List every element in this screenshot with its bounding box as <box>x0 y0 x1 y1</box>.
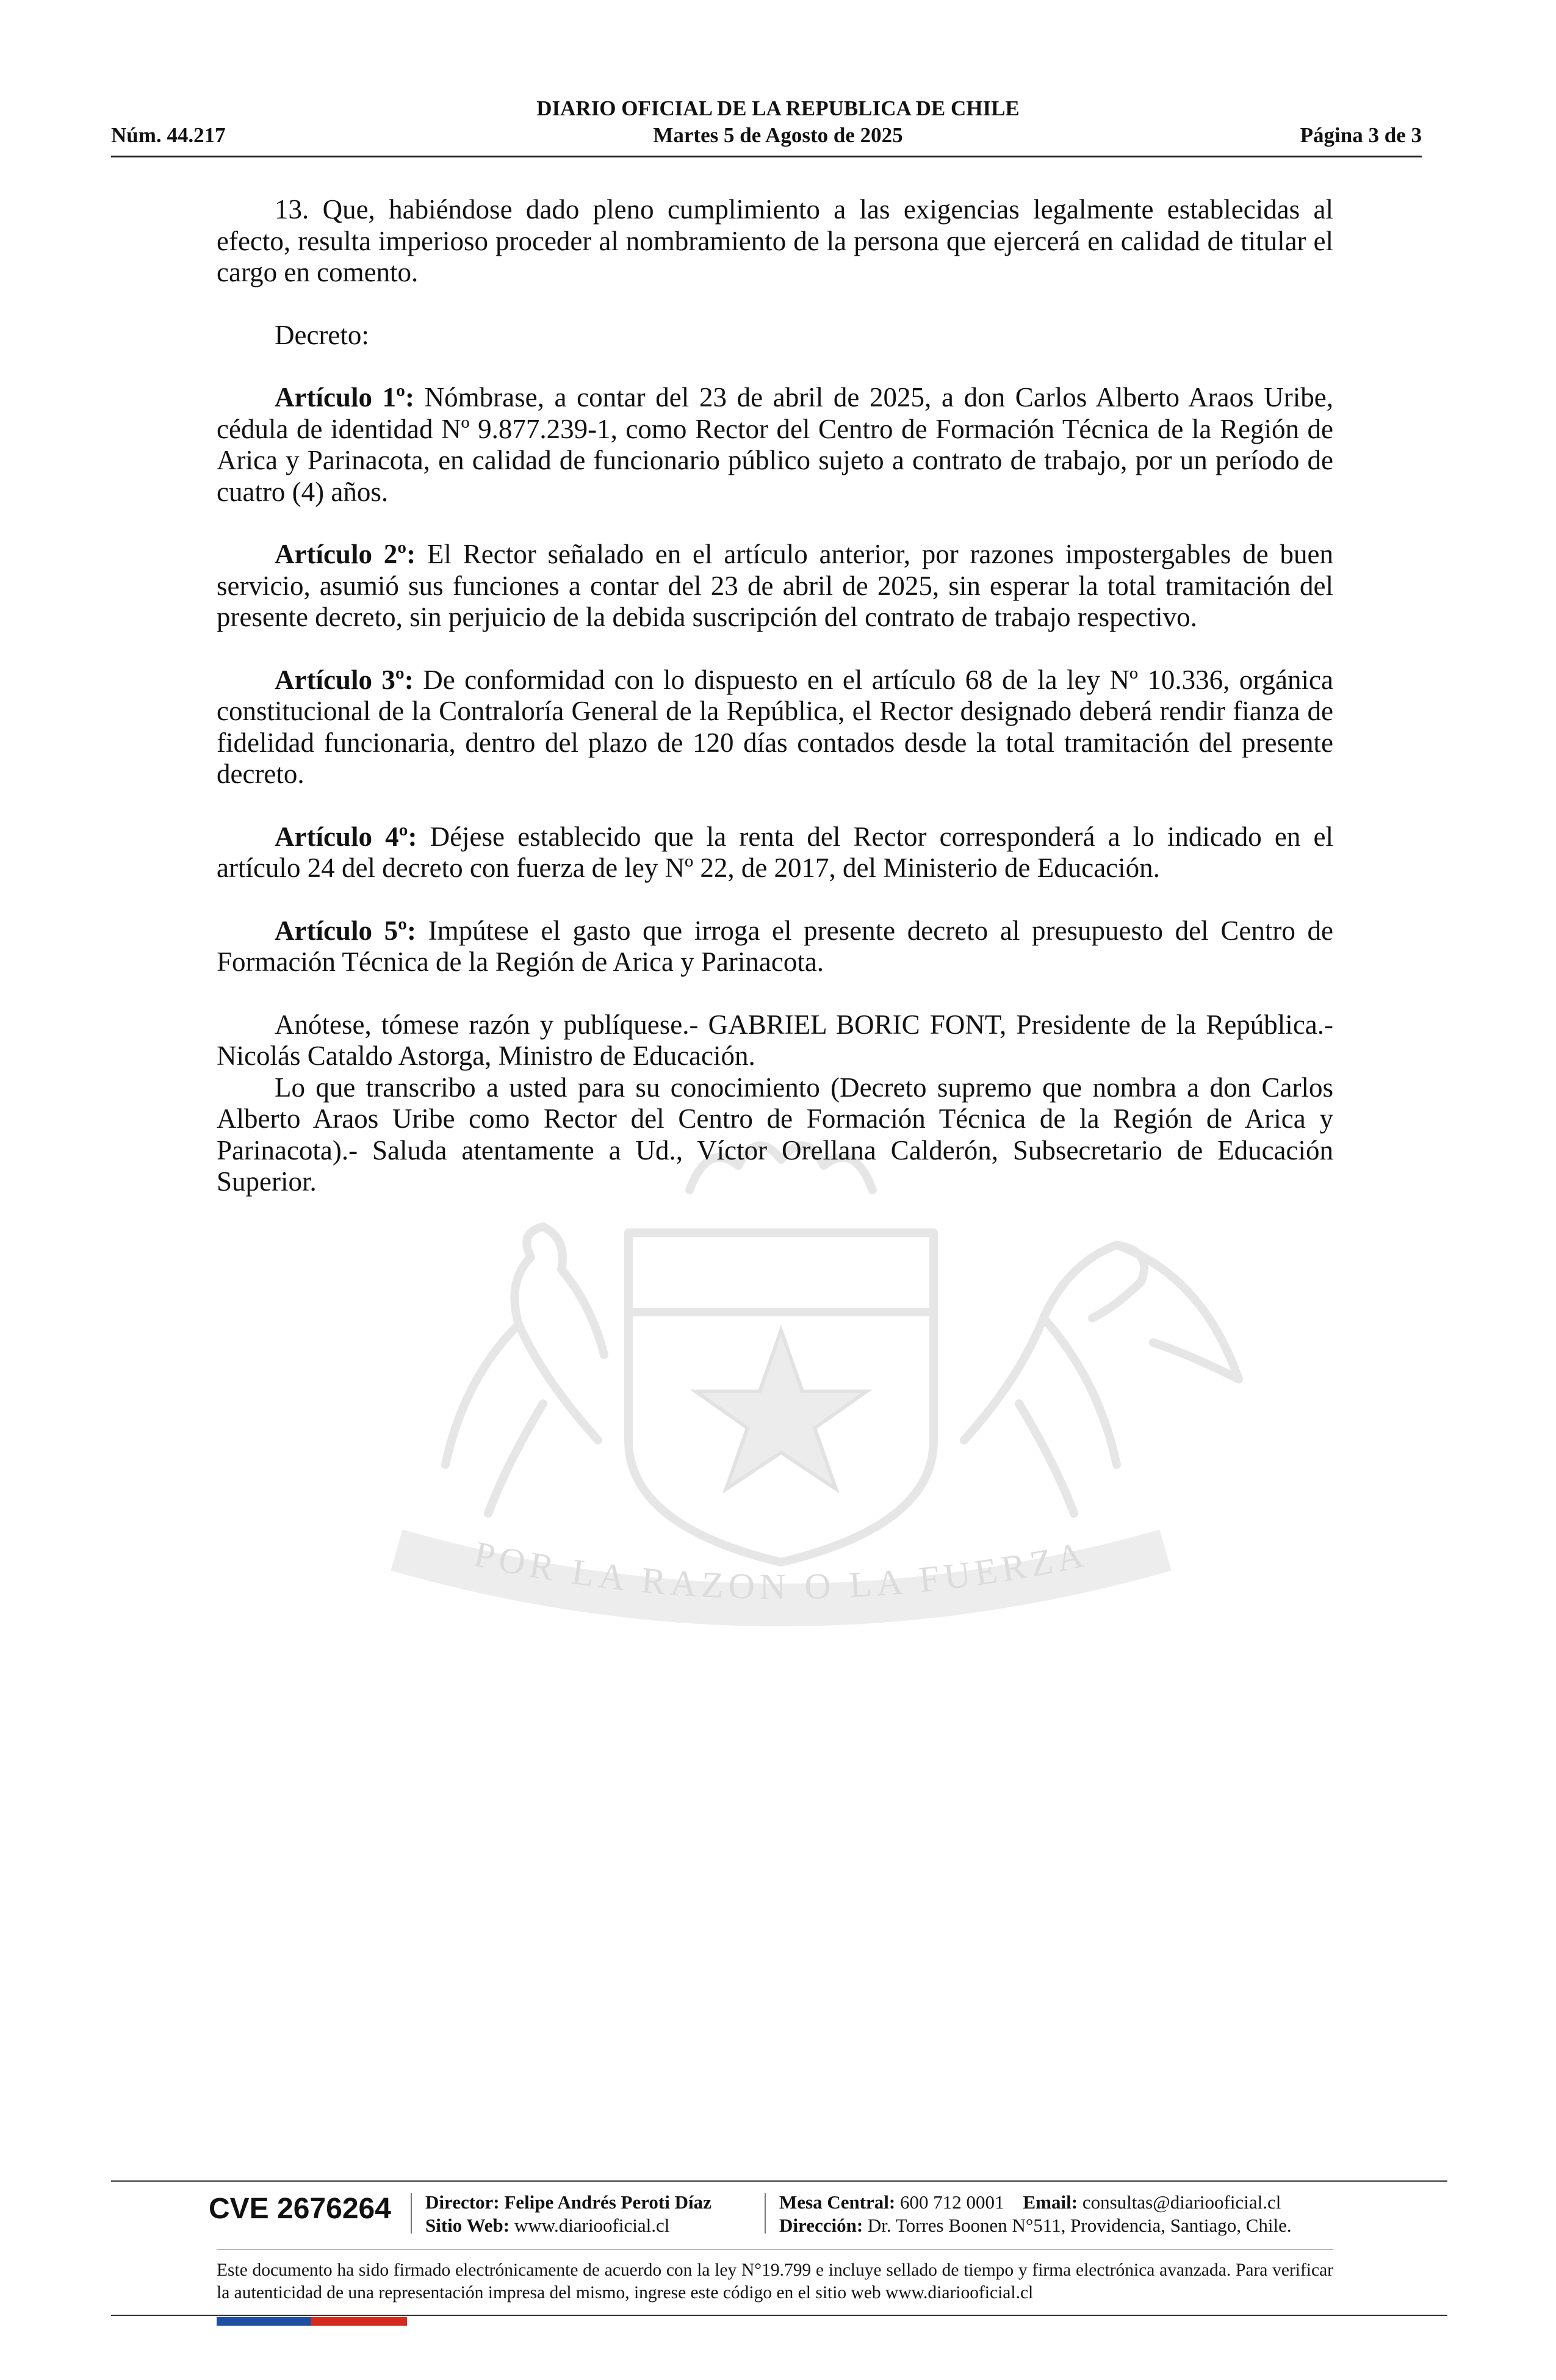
decree-body <box>217 194 1333 1198</box>
gazette-title: DIARIO OFICIAL DE LA REPUBLICA DE CHILE <box>536 96 1020 120</box>
article-3-text: De conformidad con lo dispuesto en el artículo 68 de la ley Nº 10.336, orgánica constitucional de la Contraloría General de la República, el Rector designado deberá rendir fianza de fidelidad funcionaria, dentro del plazo de 120 días contados desde la total tramitación del presente decreto. <box>217 664 1333 789</box>
cve-code: CVE 2676264 <box>209 2193 391 2225</box>
article-2-text: El Rector señalado en el artículo anterior, por razones impostergables de buen servicio, asumió sus funciones a contar del 23 de abril de 2025, sin esperar la total tramitación del presente decreto, sin perjuicio de la debida suscripción del contrato de trabajo respectivo. <box>217 539 1333 632</box>
issue-number: Núm. 44.217 <box>111 123 226 147</box>
flag-stripe-blue <box>217 2317 311 2326</box>
watermark-motto: POR LA RAZON O LA FUERZA <box>470 1534 1092 1607</box>
decreto-heading: Decreto: <box>275 319 369 350</box>
footer-divider-mid <box>217 2249 1333 2250</box>
footer-separator <box>411 2193 412 2234</box>
article-5-label: Artículo 5º: <box>275 915 416 946</box>
direccion-label: Dirección: <box>779 2215 863 2236</box>
mesa-value: 600 712 0001 <box>895 2191 1004 2213</box>
article-2-label: Artículo 2º: <box>275 539 416 569</box>
director-label: Director: <box>425 2191 500 2213</box>
director-value: Felipe Andrés Peroti Díaz <box>499 2191 711 2213</box>
web-label: Sitio Web: <box>425 2215 510 2236</box>
article-4-label: Artículo 4º: <box>275 821 417 852</box>
article-2 <box>217 539 1333 633</box>
web-value[interactable]: www.diariooficial.cl <box>510 2215 670 2236</box>
direccion-value: Dr. Torres Boonen N°511, Providencia, Santiago, Chile. <box>863 2215 1292 2236</box>
transcript-note: Lo que transcribo a usted para su conocimiento (Decreto supremo que nombra a don Carlos Alberto Araos Uribe como Rector del Centro de Formación Técnica de la Región de Arica y Parinacota).- Saluda atentamente a Ud., Víctor Orellana Calderón, Subsecretario de Educación Superior. <box>217 1072 1333 1197</box>
closing-signatures: Anótese, tómese razón y publíquese.- GABRIEL BORIC FONT, Presidente de la República.- Nicolás Cataldo Astorga, Ministro de Educación. <box>217 1009 1333 1071</box>
article-1-label: Artículo 1º: <box>275 382 414 413</box>
article-5-text: Impútese el gasto que irroga el presente decreto al presupuesto del Centro de Formación Técnica de la Región de Arica y Parinacota. <box>217 915 1333 977</box>
header-divider <box>111 156 1422 157</box>
article-1-text: Nómbrase, a contar del 23 de abril de 2025, a don Carlos Alberto Araos Uribe, cédula de identidad Nº 9.877.239-1, como Rector del Centro de Formación Técnica de la Región de Arica y Parinacota, en calidad de funcionario público sujeto a contrato de trabajo, por un período de cuatro (4) años. <box>217 382 1333 507</box>
email-label: Email: <box>1023 2191 1078 2213</box>
mesa-label: Mesa Central: <box>779 2191 896 2213</box>
article-5 <box>217 915 1333 978</box>
article-4-text: Déjese establecido que la renta del Rector corresponderá a lo indicado en el artículo 24 del decreto con fuerza de ley Nº 22, de 2017, del Ministerio de Educación. <box>217 821 1333 883</box>
coat-of-arms-watermark <box>201 1123 1361 1672</box>
considerando-13: 13. Que, habiéndose dado pleno cumplimiento a las exigencias legalmente establecidas al efecto, resulta imperioso proceder al nombramiento de la persona que ejercerá en calidad de titular el cargo en comento. <box>217 194 1333 287</box>
article-3 <box>217 665 1333 790</box>
footer-director-block <box>425 2191 711 2237</box>
article-4 <box>217 821 1333 884</box>
footer-divider-top <box>111 2180 1447 2182</box>
footer-separator <box>765 2193 766 2234</box>
article-3-label: Artículo 3º: <box>275 664 414 695</box>
electronic-signature-note: Este documento ha sido firmado electrónicamente de acuerdo con la ley N°19.799 e incluye sellado de tiempo y firma electrónica avanzada. Para verificar la autenticidad de una representación impresa del mismo, ingrese este código en el sitio web www.diariooficial.cl <box>217 2260 1333 2302</box>
page-indicator: Página 3 de 3 <box>1300 123 1422 147</box>
footer-contact-block <box>779 2191 1292 2237</box>
article-1 <box>217 382 1333 508</box>
email-value[interactable]: consultas@diariooficial.cl <box>1078 2191 1281 2213</box>
flag-stripe-red <box>311 2317 407 2326</box>
footer-divider-bottom <box>111 2315 1447 2316</box>
issue-date: Martes 5 de Agosto de 2025 <box>653 123 903 147</box>
